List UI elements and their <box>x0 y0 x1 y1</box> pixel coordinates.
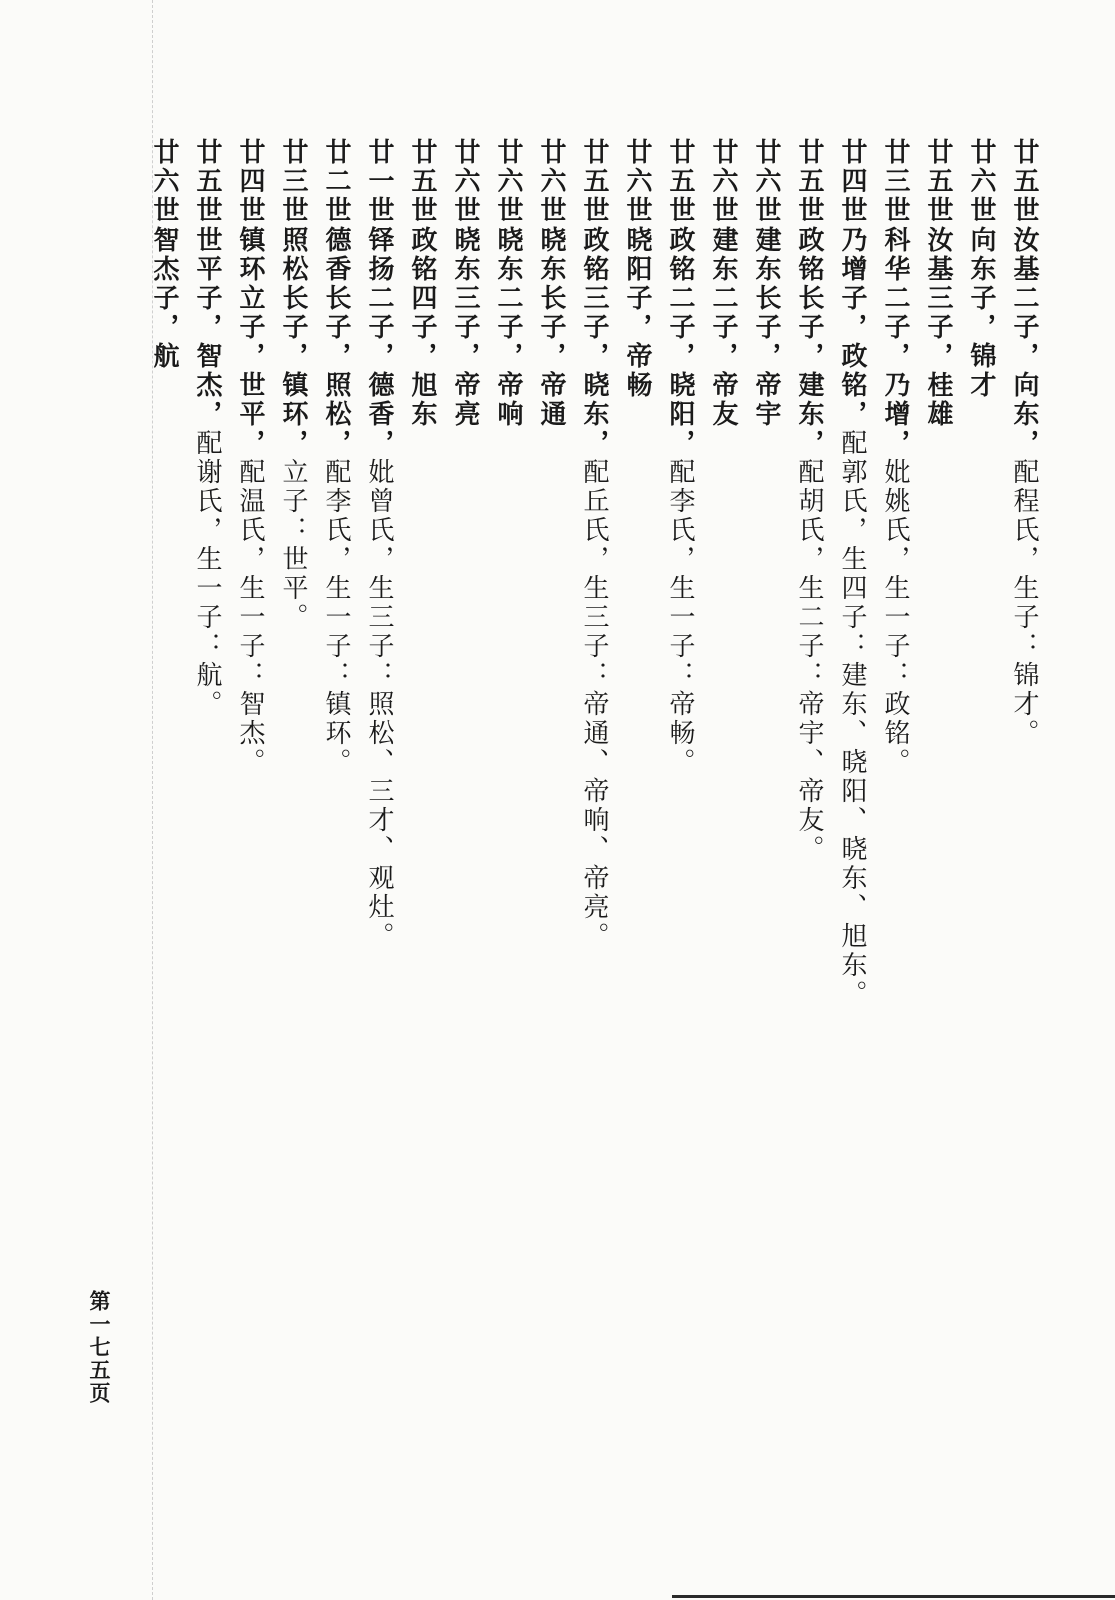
entry-detail: 配温氏，生一子：智杰。 <box>235 458 265 777</box>
generation-label: 廿五世 <box>192 138 222 225</box>
person-name: 乃增子，政铭， <box>837 226 867 429</box>
person-name: 政铭四子，旭东 <box>407 226 437 429</box>
entry-detail: 配李氏，生一子：镇环。 <box>321 458 351 777</box>
entry-10 <box>615 138 658 400</box>
entry-9 <box>658 138 701 777</box>
generation-label: 廿五世 <box>923 138 953 225</box>
entry-3 <box>916 138 959 429</box>
person-name: 晓东二子，帝响 <box>493 226 523 429</box>
generation-label: 廿五世 <box>1009 138 1039 225</box>
generation-label: 廿六世 <box>493 138 523 225</box>
generation-label: 廿二世 <box>321 138 351 225</box>
entry-18 <box>271 138 314 632</box>
entry-21 <box>142 138 185 371</box>
person-name: 建东长子，帝宇 <box>751 226 781 429</box>
person-name: 政铭长子，建东， <box>794 226 824 458</box>
generation-label: 廿五世 <box>407 138 437 225</box>
entry-11 <box>572 138 615 951</box>
generation-label: 廿五世 <box>579 138 609 225</box>
entry-5 <box>830 138 873 1009</box>
person-name: 政铭二子，晓阳， <box>665 226 695 458</box>
entry-detail: 立子：世平。 <box>278 458 308 632</box>
generation-label: 廿五世 <box>665 138 695 225</box>
person-name: 晓东长子，帝通 <box>536 226 566 429</box>
generation-label: 廿一世 <box>364 138 394 225</box>
person-name: 照松长子，镇环， <box>278 226 308 458</box>
entry-19 <box>228 138 271 777</box>
entry-detail: 配郭氏，生四子：建东、晓阳、晓东、旭东。 <box>837 429 867 1009</box>
person-name: 科华二子，乃增， <box>880 226 910 458</box>
entry-detail: 配丘氏，生三子：帝通、帝响、帝亮。 <box>579 458 609 951</box>
generation-label: 廿六世 <box>149 138 179 225</box>
entry-2 <box>959 138 1002 400</box>
person-name: 汝基二子，向东， <box>1009 226 1039 458</box>
generation-label: 廿六世 <box>622 138 652 225</box>
entry-detail: 配谢氏，生一子：航。 <box>192 429 222 719</box>
entry-7 <box>744 138 787 429</box>
person-name: 汝基三子，桂雄 <box>923 226 953 429</box>
entry-detail: 配程氏，生子：锦才。 <box>1009 458 1039 748</box>
genealogy-entries <box>142 138 1045 1138</box>
entry-1 <box>1002 138 1045 748</box>
entry-12 <box>529 138 572 429</box>
person-name: 镇环立子，世平， <box>235 226 265 458</box>
entry-detail: 妣曾氏，生三子：照松、三才、观灶。 <box>364 458 394 951</box>
generation-label: 廿三世 <box>880 138 910 225</box>
entry-detail: 配李氏，生一子：帝畅。 <box>665 458 695 777</box>
entry-8 <box>701 138 744 429</box>
generation-label: 廿六世 <box>966 138 996 225</box>
entry-4 <box>873 138 916 777</box>
entry-6 <box>787 138 830 864</box>
generation-label: 廿六世 <box>708 138 738 225</box>
person-name: 德香长子，照松， <box>321 226 351 458</box>
person-name: 政铭三子，晓东， <box>579 226 609 458</box>
entry-14 <box>443 138 486 429</box>
person-name: 世平子，智杰， <box>192 226 222 429</box>
person-name: 铎扬二子，德香， <box>364 226 394 458</box>
person-name: 晓阳子，帝畅 <box>622 226 652 400</box>
person-name: 建东二子，帝友 <box>708 226 738 429</box>
entry-15 <box>400 138 443 429</box>
generation-label: 廿四世 <box>837 138 867 225</box>
generation-label: 廿四世 <box>235 138 265 225</box>
generation-label: 廿六世 <box>751 138 781 225</box>
generation-label: 廿六世 <box>536 138 566 225</box>
entry-detail: 妣姚氏，生一子：政铭。 <box>880 458 910 777</box>
entry-16 <box>357 138 400 951</box>
entry-20 <box>185 138 228 719</box>
person-name: 智杰子，航 <box>149 226 179 371</box>
generation-label: 廿五世 <box>794 138 824 225</box>
entry-17 <box>314 138 357 777</box>
person-name: 向东子，锦才 <box>966 226 996 400</box>
bottom-rule <box>672 1595 1115 1598</box>
entry-detail: 配胡氏，生二子：帝宇、帝友。 <box>794 458 824 864</box>
page-number: 第一七五页 <box>87 1290 111 1405</box>
generation-label: 廿六世 <box>450 138 480 225</box>
entry-13 <box>486 138 529 429</box>
person-name: 晓东三子，帝亮 <box>450 226 480 429</box>
generation-label: 廿三世 <box>278 138 308 225</box>
